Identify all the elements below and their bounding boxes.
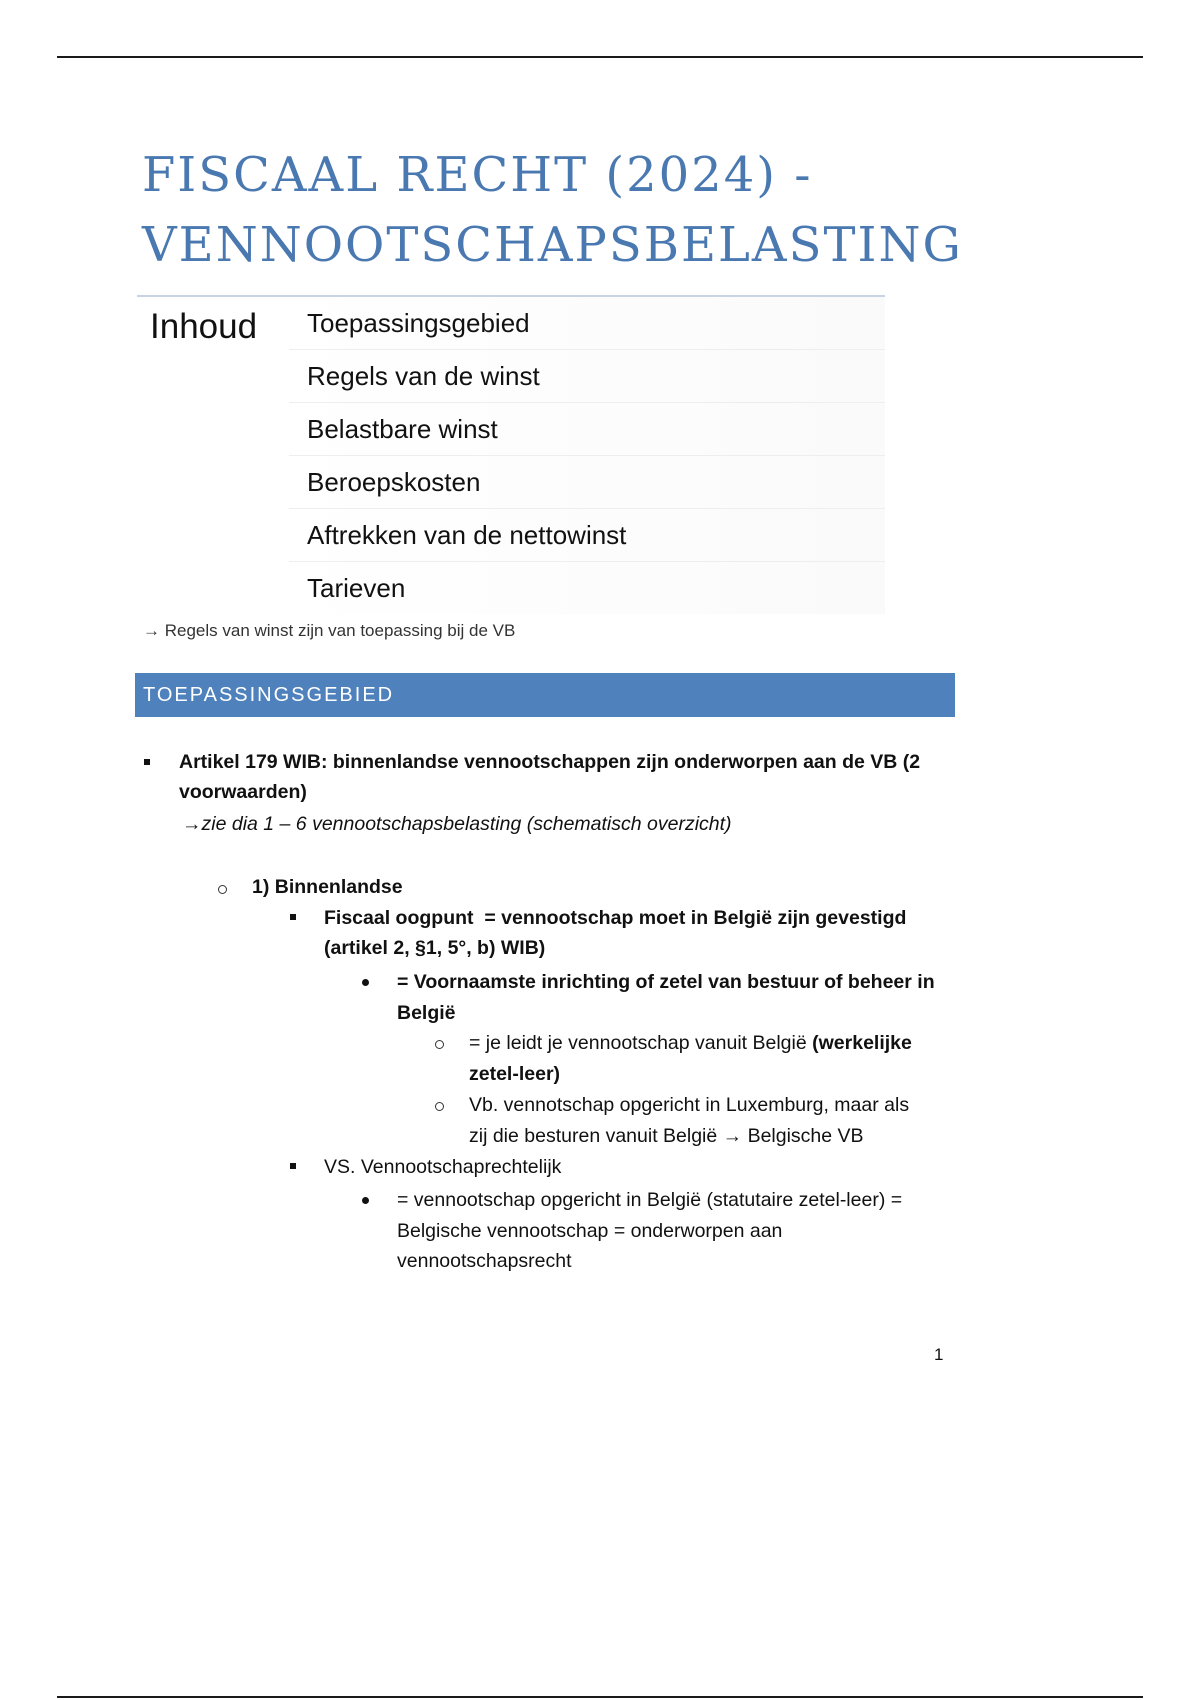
body-line: zij die besturen vanuit België → Belgische VB (469, 1125, 864, 1147)
toc-item[interactable]: Regels van de winst (289, 350, 885, 403)
body-line: voorwaarden) (179, 781, 307, 803)
toc-heading: Inhoud (150, 307, 258, 346)
body-text: = je leidt je vennootschap vanuit België (469, 1032, 807, 1054)
body-line: België (397, 1002, 456, 1024)
body-label: Fiscaal oogpunt (324, 907, 474, 929)
dot-bullet-icon (362, 979, 369, 986)
square-bullet-icon (290, 914, 296, 920)
circle-bullet-icon (218, 885, 227, 894)
body-line (469, 1028, 912, 1059)
body-line: 1) Binnenlandse (252, 876, 403, 898)
body-reference: →zie dia 1 – 6 vennootschapsbelasting (schematisch overzicht) (182, 813, 732, 835)
circle-bullet-icon (435, 1102, 444, 1111)
body-line: (artikel 2, §1, 5°, b) WIB) (324, 937, 546, 959)
header-rule (57, 56, 1143, 58)
dot-bullet-icon (362, 1197, 369, 1204)
toc-list (289, 297, 885, 614)
toc-item[interactable]: Toepassingsgebied (289, 297, 885, 350)
toc-note: → Regels van winst zijn van toepassing bij de VB (143, 621, 516, 640)
toc-item[interactable]: Aftrekken van de nettowinst (289, 509, 885, 562)
body-line: VS. Vennootschaprechtelijk (324, 1156, 562, 1178)
body-emphasis: (werkelijke (812, 1032, 912, 1054)
body-line: = Voornaamste inrichting of zetel van bestuur of beheer in (397, 971, 935, 993)
body-line: vennootschapsrecht (397, 1250, 572, 1272)
table-of-contents (137, 295, 885, 617)
footer-rule (57, 1696, 1143, 1698)
square-bullet-icon (144, 759, 150, 765)
body-line: = vennootschap opgericht in België (statutaire zetel-leer) = (397, 1189, 903, 1211)
body-line: Vb. vennotschap opgericht in Luxemburg, maar als (469, 1094, 910, 1116)
page-number: 1 (934, 1345, 944, 1364)
body-line: zetel-leer) (469, 1063, 561, 1085)
body-line: Artikel 179 WIB: binnenlandse vennootschappen zijn onderworpen aan de VB (2 (179, 751, 921, 773)
body-line: Belgische vennootschap = onderworpen aan (397, 1220, 783, 1242)
square-bullet-icon (290, 1163, 296, 1169)
title-line-2: VENNOOTSCHAPSBELASTING (142, 217, 963, 273)
circle-bullet-icon (435, 1040, 444, 1049)
body-line (324, 903, 906, 934)
toc-item[interactable]: Belastbare winst (289, 403, 885, 456)
body-text: = vennootschap moet in België zijn gevestigd (484, 907, 907, 929)
toc-item[interactable]: Tarieven (289, 562, 885, 614)
section-heading: TOEPASSINGSGEBIED (135, 673, 955, 717)
document-title (142, 140, 963, 280)
title-line-1: FISCAAL RECHT (2024) - (142, 147, 813, 203)
toc-item[interactable]: Beroepskosten (289, 456, 885, 509)
